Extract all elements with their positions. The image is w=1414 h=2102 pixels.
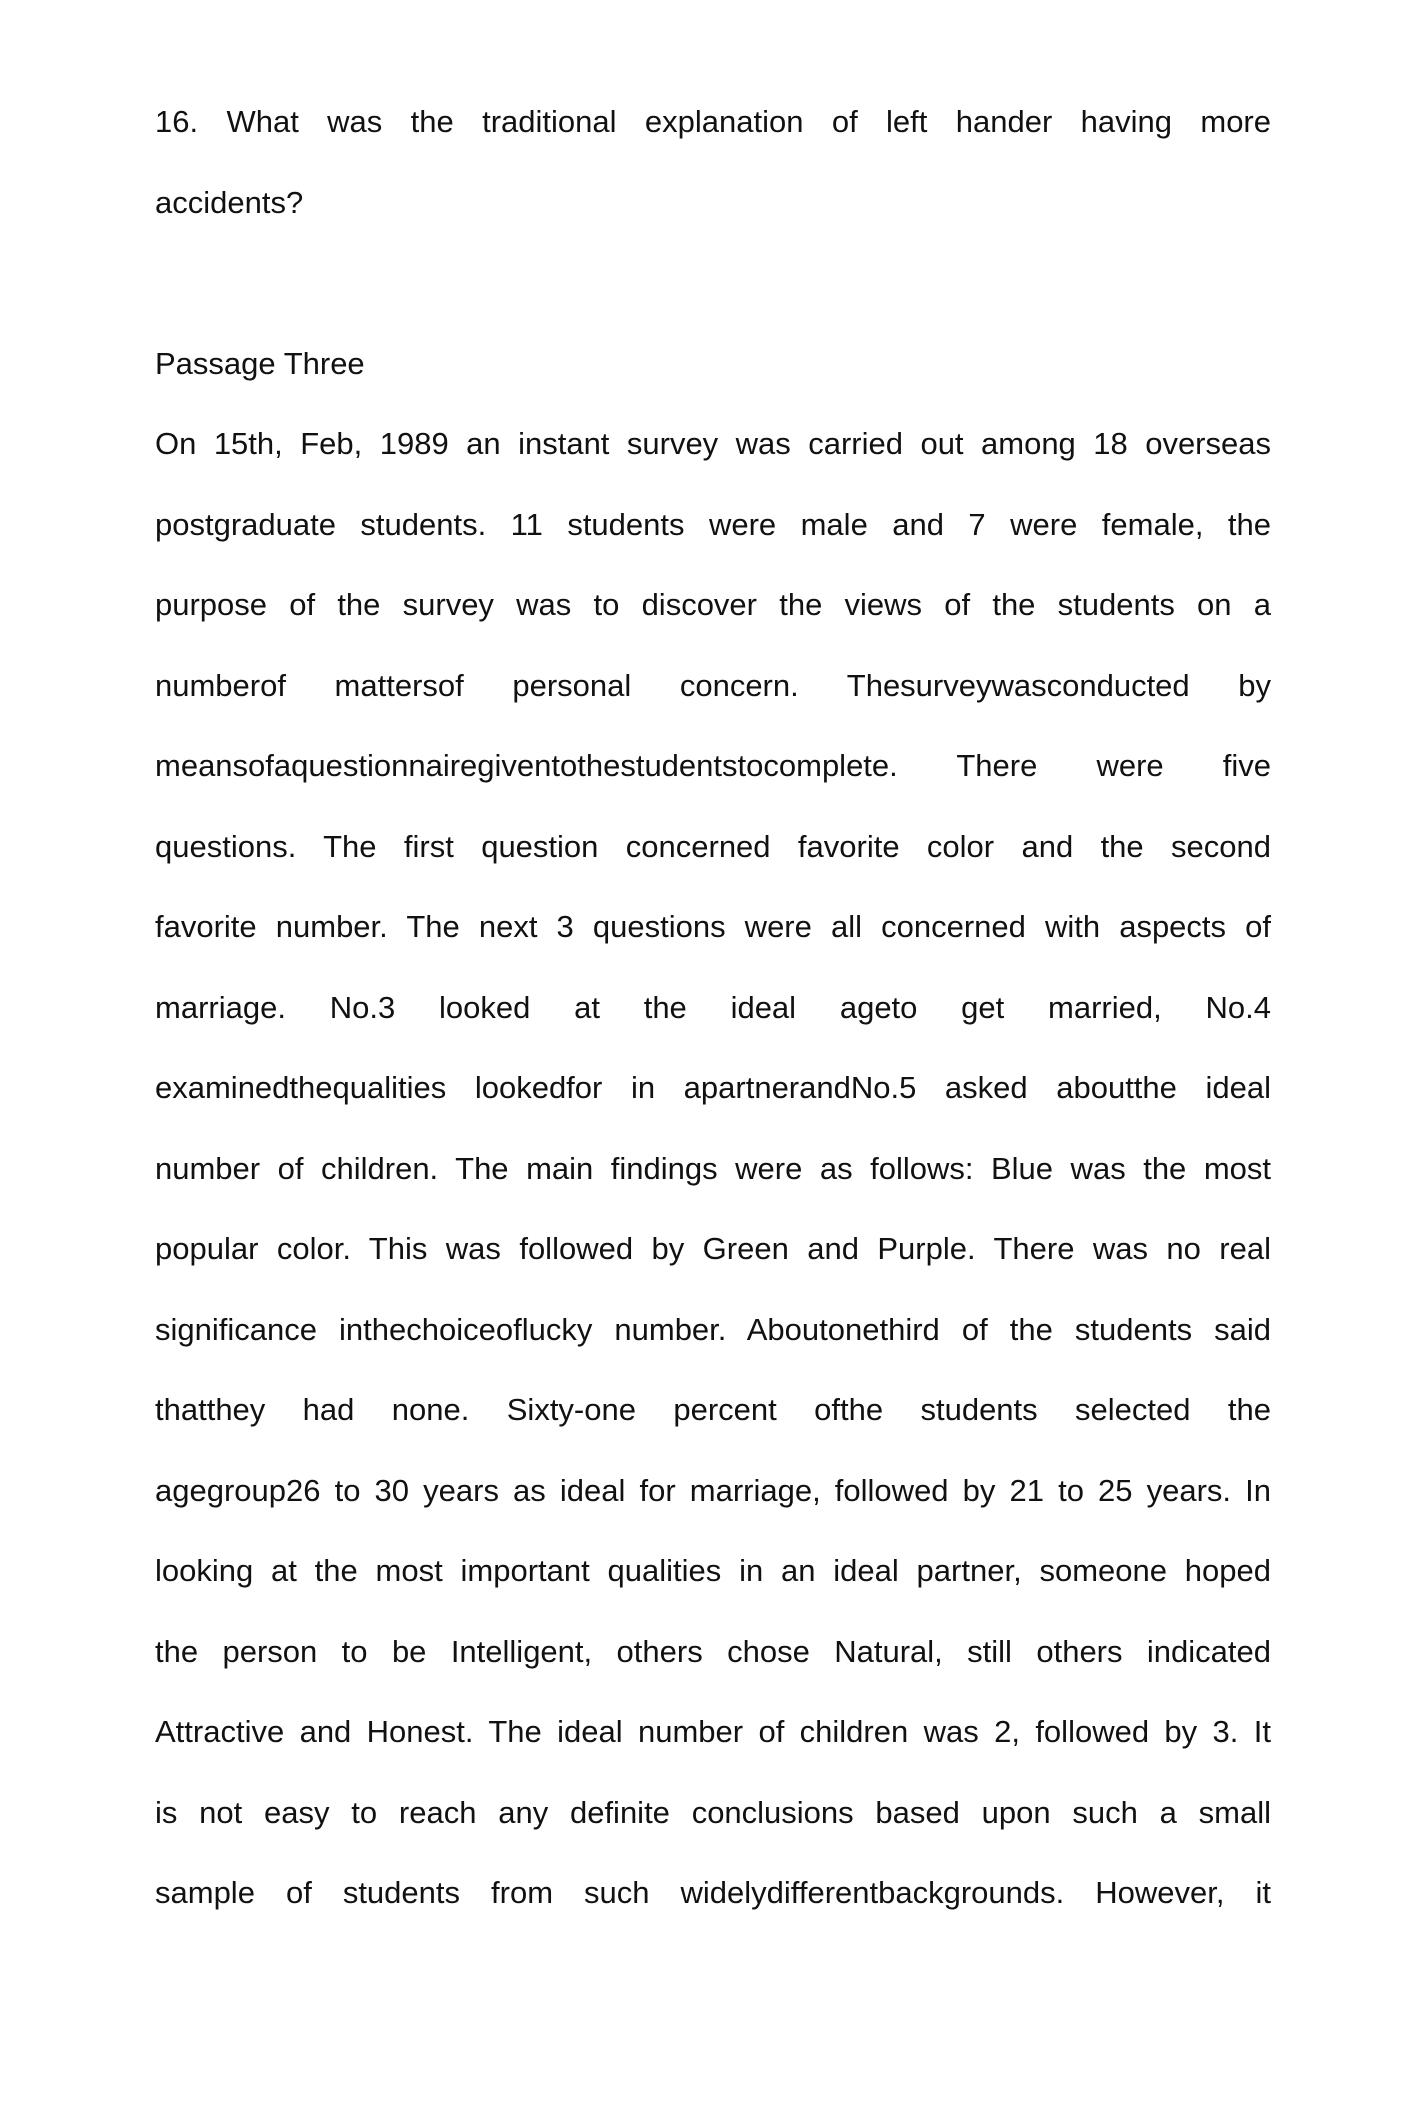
passage-line: On 15th, Feb, 1989 an instant survey was carried out among 18 overseas: [155, 426, 1271, 461]
passage-line: examinedthequalities lookedfor in apartnerandNo.5 asked aboutthe ideal: [155, 1070, 1271, 1105]
question-16: [155, 82, 1271, 243]
passage-line: sample of students from such widelydifferentbackgrounds. However, it: [155, 1875, 1271, 1910]
passage-line: purpose of the survey was to discover the views of the students on a: [155, 587, 1271, 622]
passage-line: Attractive and Honest. The ideal number of children was 2, followed by 3. It: [155, 1714, 1271, 1749]
passage-line: postgraduate students. 11 students were male and 7 were female, the: [155, 506, 1271, 542]
passage-line: popular color. This was followed by Green and Purple. There was no real: [155, 1231, 1271, 1266]
question-16-line: accidents?: [155, 184, 304, 220]
question-16-line: 16. What was the traditional explanation of left hander having more: [155, 104, 1271, 139]
passage-line: questions. The first question concerned favorite color and the second: [155, 828, 1271, 864]
passage-line: the person to be Intelligent, others chose Natural, still others indicated: [155, 1633, 1271, 1669]
passage-line: agegroup26 to 30 years as ideal for marriage, followed by 21 to 25 years. In: [155, 1472, 1271, 1508]
passage-body: [155, 404, 1271, 1934]
passage-line: meansofaquestionnairegiventothestudentstocomplete. There were five: [155, 748, 1271, 783]
passage-title: [155, 324, 1271, 405]
passage-line: looking at the most important qualities in an ideal partner, someone hoped: [155, 1553, 1271, 1588]
passage-line: favorite number. The next 3 questions were all concerned with aspects of: [155, 909, 1271, 944]
passage-title-text: Passage Three: [155, 346, 365, 381]
passage-line: thatthey had none. Sixty-one percent ofthe students selected the: [155, 1392, 1271, 1427]
passage-line: significance inthechoiceoflucky number. Aboutonethird of the students said: [155, 1311, 1271, 1347]
passage-line: number of children. The main findings were as follows: Blue was the most: [155, 1150, 1271, 1186]
passage-line: numberof mattersof personal concern. Thesurveywasconducted by: [155, 667, 1271, 703]
passage-line: is not easy to reach any definite conclusions based upon such a small: [155, 1794, 1271, 1830]
passage-line: marriage. No.3 looked at the ideal ageto get married, No.4: [155, 989, 1271, 1025]
